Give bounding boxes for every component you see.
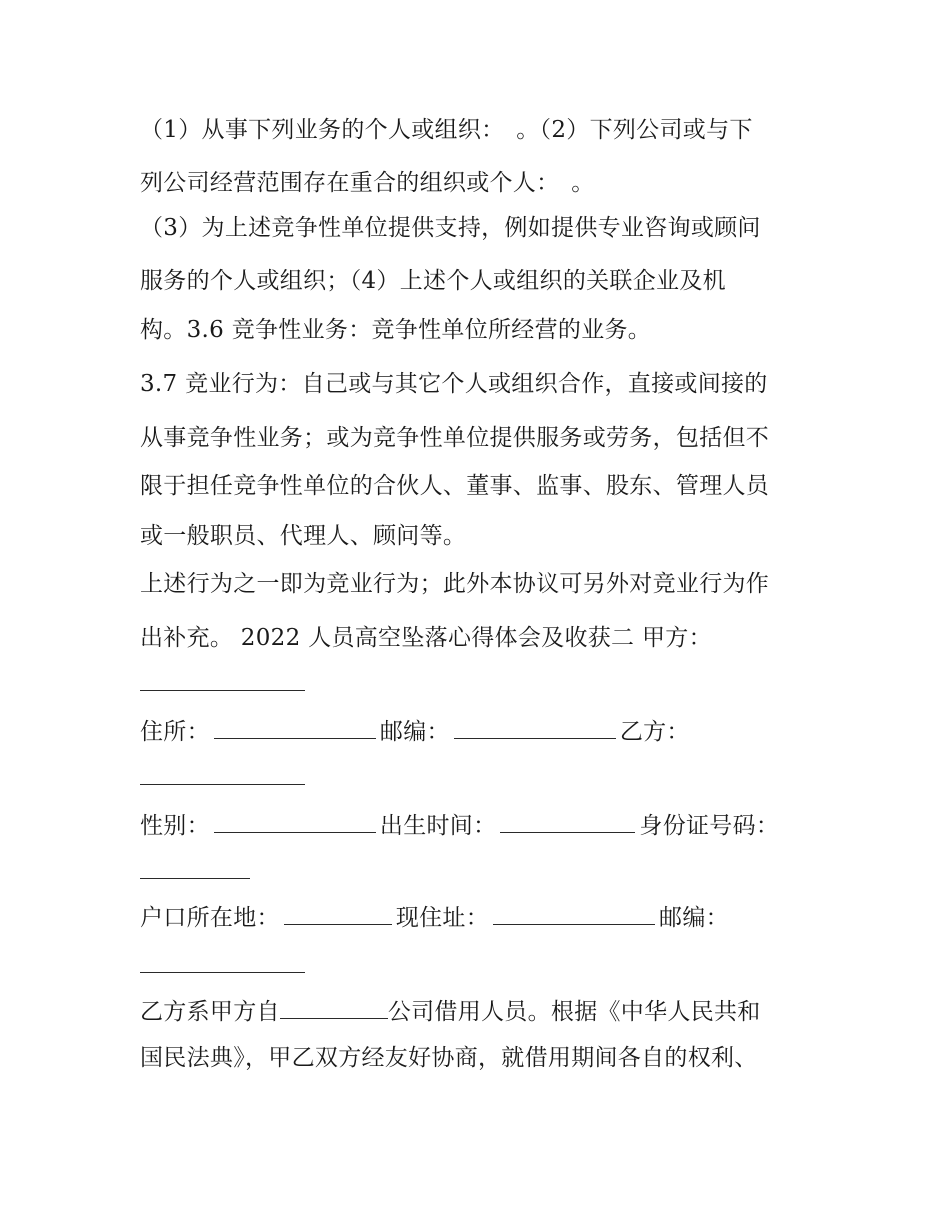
party-b-blank[interactable]: [140, 783, 305, 785]
paragraph-line: 3.7 竞业行为：自己或与其它个人或组织合作，直接或间接的: [140, 371, 768, 397]
postcode2-label: 邮编：: [659, 905, 729, 931]
paragraph-line: 出补充。 2022 人员高空坠落心得体会及收获二 甲方：: [140, 625, 712, 651]
id-blank[interactable]: [140, 877, 250, 879]
paragraph-line: 限于担任竞争性单位的合伙人、董事、监事、股东、管理人员: [140, 473, 770, 499]
paragraph-line: 构。3.6 竞争性业务：竞争性单位所经营的业务。: [140, 317, 652, 343]
gender-label: 性别：: [140, 813, 210, 839]
current-address-label: 现住址：: [395, 905, 490, 931]
paragraph-line: 或一般职员、代理人、顾问等。: [140, 523, 467, 549]
paragraph-line: 从事竞争性业务；或为竞争性单位提供服务或劳务，包括但不: [140, 425, 770, 451]
closing-prefix: 乙方系甲方自: [140, 999, 280, 1025]
current-address-blank[interactable]: [493, 904, 655, 925]
paragraph-line: 服务的个人或组织；（4）上述个人或组织的关联企业及机: [140, 268, 726, 294]
paragraph-line: （3）为上述竞争性单位提供支持，例如提供专业咨询或顾问: [140, 215, 761, 241]
residence-blank[interactable]: [214, 718, 376, 739]
paragraph-line: （1）从事下列业务的个人或组织： 。（2）下列公司或与下: [140, 117, 753, 143]
party-a-blank[interactable]: [140, 689, 305, 691]
paragraph-line: 上述行为之一即为竞业行为；此外本协议可另外对竞业行为作: [140, 571, 770, 597]
postcode-label: 邮编：: [379, 719, 450, 745]
postcode2-blank[interactable]: [140, 971, 305, 973]
closing-line-1: [140, 997, 820, 1027]
paragraph-line: 列公司经营范围存在重合的组织或个人： 。: [140, 170, 595, 196]
gender-blank[interactable]: [214, 812, 376, 833]
party-b-label: 乙方：: [619, 719, 690, 745]
residence-label: 住所：: [140, 719, 210, 745]
closing-suffix: 公司借用人员。根据《中华人民共和: [387, 999, 761, 1025]
personal-info-line: [140, 811, 820, 841]
hukou-label: 户口所在地：: [140, 905, 280, 931]
birth-label: 出生时间：: [379, 813, 497, 839]
address-line: [140, 903, 820, 933]
id-label: 身份证号码：: [639, 813, 780, 839]
postcode-blank[interactable]: [454, 718, 616, 739]
hukou-blank[interactable]: [284, 904, 392, 925]
residence-line: [140, 717, 820, 747]
birth-blank[interactable]: [500, 812, 635, 833]
company-blank[interactable]: [280, 998, 388, 1019]
closing-line-2: 国民法典》，甲乙双方经友好协商，就借用期间各自的权利、: [140, 1045, 758, 1071]
